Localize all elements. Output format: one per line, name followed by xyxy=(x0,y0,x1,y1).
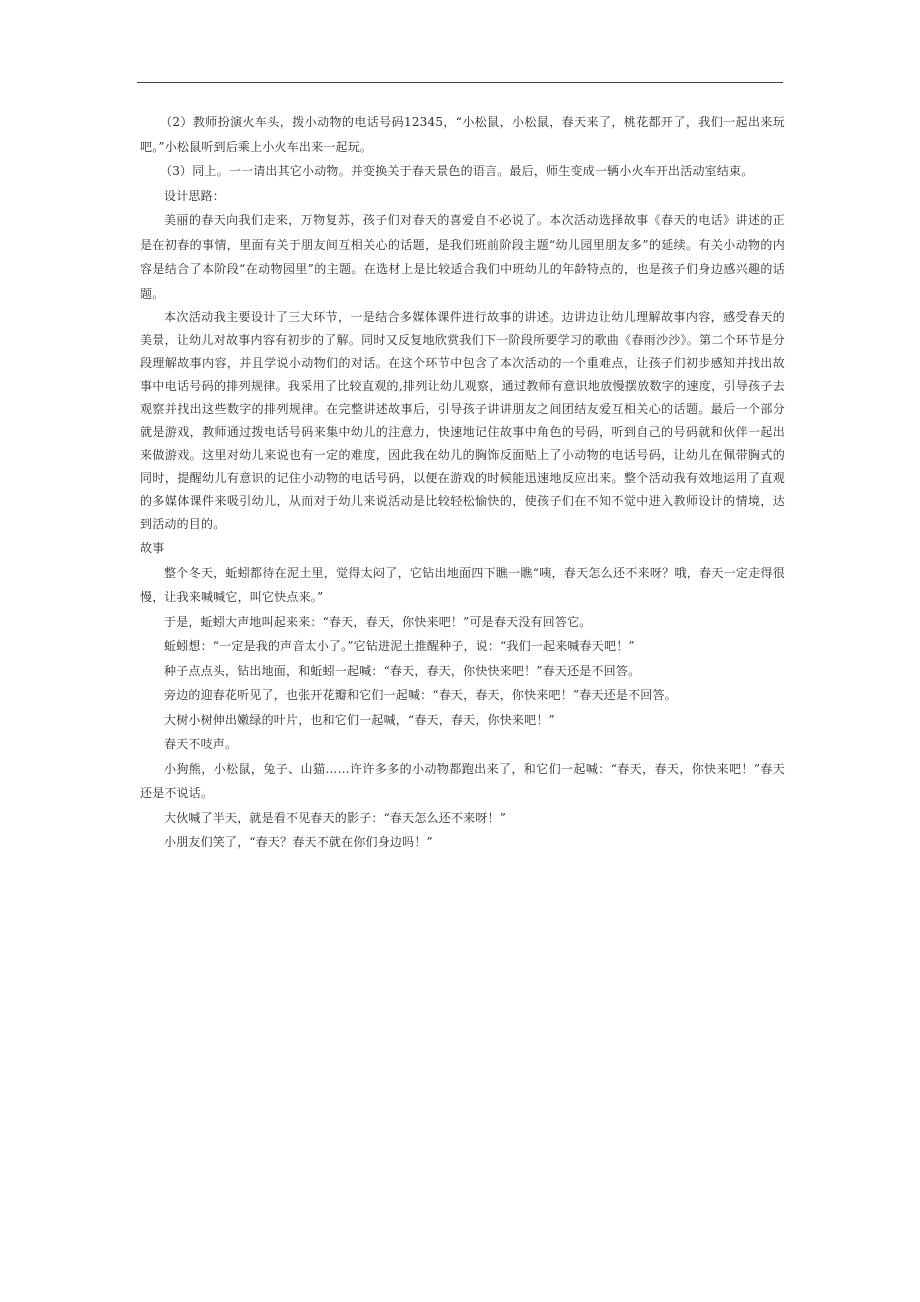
story-paragraph: 大伙喊了半天，就是看不见春天的影子：“春天怎么还不来呀！” xyxy=(164,810,507,825)
story-heading: 故事 xyxy=(140,541,165,555)
header-rule xyxy=(137,82,783,83)
story-paragraph: 整个冬天，蚯蚓都待在泥土里，觉得太闷了，它钻出地面四下瞧一瞧“咦，春天怎么还不来呀？哦，春天一定走得很慢，让我来喊喊它，叫它快点来。” xyxy=(140,565,785,604)
story-paragraph: 种子点点头，钻出地面，和蚯蚓一起喊：“春天，春天，你快快来吧！”春天还是不回答。 xyxy=(164,663,641,678)
design-paragraph: 本次活动我主要设计了三大环节，一是结合多媒体课件进行故事的讲述。边讲边让幼儿理解故事内容，感受春天的美景，让幼儿对故事内容有初步的了解。同时又反复地欣赏我们下一阶段所要学习的歌曲《春雨沙沙》。第二个环节是分段理解故事内容，并且学说小动物们的对话。在这个环节中包含了本次活动的一个重难点，让孩子们初步感知并找出故事中电话号码的排列规律。我采用了比较直观的,排列让幼儿观察，通过教师有意识地放慢摆放数字的速度，引导孩子去观察并找出这些数字的排列规律。在完整讲述故事后，引导孩子讲讲朋友之间团结友爱互相关心的话题。最后一个部分就是游戏，教师通过拨电话号码来集中幼儿的注意力，快速地记住故事中角色的号码，听到自己的号码就和伙伴一起出来做游戏。这里对幼儿来说也有一定的难度，因此我在幼儿的胸饰反面贴上了小动物的电话号码，让幼儿在佩带胸式的同时，提醒幼儿有意识的记住小动物的电话号码，以便在游戏的时候能迅速地反应出来。整个活动我有效地运用了直观的多媒体课件来吸引幼儿，从而对于幼儿来说活动是比较轻松愉快的，使孩子们在不知不觉中进入教师设计的情境，达到活动的目的。 xyxy=(140,310,785,531)
story-paragraph: 蚯蚓想：“一定是我的声音太小了。”它钻进泥土推醒种子，说：“我们一起来喊春天吧！” xyxy=(164,639,635,653)
story-paragraph: 春天不吱声。 xyxy=(164,737,238,751)
story-paragraph: 大树小树伸出嫩绿的叶片，也和它们一起喊，“春天，春天，你快来吧！” xyxy=(164,712,555,727)
design-heading: 设计思路： xyxy=(164,188,226,203)
design-paragraph: 美丽的春天向我们走来，万物复苏，孩子们对春天的喜爱自不必说了。本次活动选择故事《春天的电话》讲述的正是在初春的事情，里面有关于朋友间互相关心的话题，是我们班前阶段主题“幼儿园里朋友多”的延续。有关小动物的内容是结合了本阶段“在动物园里”的主题。在选材上是比较适合我们中班幼儿的年龄特点的，也是孩子们身边感兴趣的话题。 xyxy=(140,213,785,301)
story-paragraph: 小狗熊，小松鼠，兔子、山猫……许许多多的小动物都跑出来了，和它们一起喊：“春天，春天，你快来吧！”春天还是不说话。 xyxy=(140,761,785,800)
activity-step-3: （3）同上。一一请出其它小动物。并变换关于春天景色的语言。最后，师生变成一辆小火车开出活动室结束。 xyxy=(160,164,754,178)
story-paragraph: 于是，蚯蚓大声地叫起来来：“春天，春天，你快来吧！”可是春天没有回答它。 xyxy=(164,614,592,629)
document-body xyxy=(140,110,785,855)
activity-step-2: （2）教师扮演火车头，拨小动物的电话号码12345，“小松鼠，小松鼠，春天来了，桃花都开了，我们一起出来玩吧。”小松鼠听到后乘上小火车出来一起玩。 xyxy=(140,115,785,154)
story-paragraph: 小朋友们笑了，“春天？春天不就在你们身边吗！” xyxy=(164,835,433,849)
story-paragraph: 旁边的迎春花听见了，也张开花瓣和它们一起喊：“春天，春天，你快来吧！”春天还是不回答。 xyxy=(164,688,677,702)
